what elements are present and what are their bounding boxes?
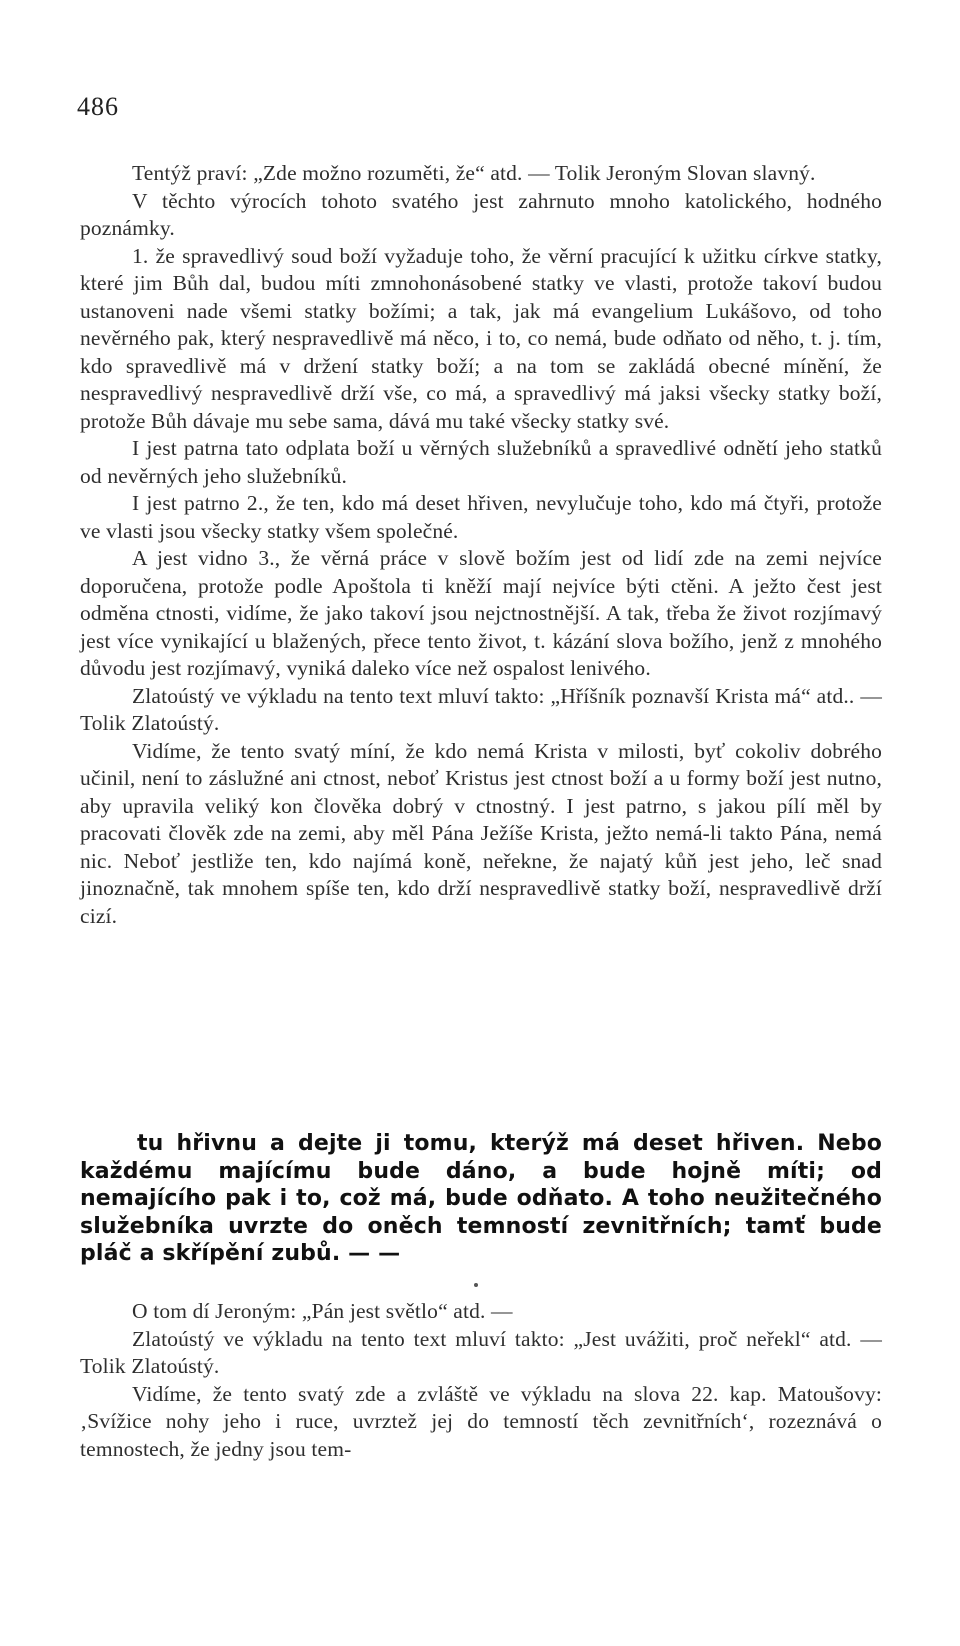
paragraph: Tentýž praví: „Zde možno rozuměti, že“ atd. — Tolik Jeroným Slovan slavný. [132,161,816,185]
paragraph: A jest vidno 3., že věrná práce v slově božím jest od lidí zde na zemi nejvíce doporučena, protože podle Apoštola ti kněží mají nejvíce býti ctěni. A ježto čest jest odměna ctnosti, vidíme, že jako takoví jsou nejctnostnější. A tak, třeba že život rozjímavý jest více vynikající u blažených, přece tento život, t. kázání slova božího, jenž z mnohého důvodu jest rozjímavý, vyniká daleko více než ospalost lenivého. [80,546,882,680]
paragraph: I jest patrno 2., že ten, kdo má deset hřiven, nevylučuje toho, kdo má čtyři, protože ve vlasti jsou všecky statky všem společné. [80,491,882,543]
ink-dot [474,1283,478,1287]
page-number: 486 [77,92,119,121]
paragraph: O tom dí Jeroným: „Pán jest světlo“ atd. — [132,1299,513,1323]
paragraph: 1. že spravedlivý soud boží vyžaduje toho, že věrní pracující k užitku církve statky, které jim Bůh dal, budou míti zmnohonásobené statky ve vlasti, protože takoví budou ustanoveni nade všemi statky božími; a tak, jak má evangelium Lukášovo, od toho nevěrného pak, který nespravedlivě má něco, i to, co nemá, bude odňato od něho, t. j. tím, kdo spravedlivě má v držení statky boží; a na tom se zakládá obecné mínění, že nespravedlivý nespravedlivě drží vše, co má, a spravedlivý má jaksi všecky statky boží, protože Bůh dávaje mu sebe sama, dává mu také všecky statky své. [80,243,882,433]
paragraph: Zlatoústý ve výkladu na tento text mluví takto: „Hříšník poznavší Krista má“ atd.. — Tolik Zlatoústý. [80,683,882,735]
paragraph: Zlatoústý ve výkladu na tento text mluví takto: „Jest uvážiti, proč neřekl“ atd. — Tolik Zlatoústý. [80,1326,882,1378]
paragraph: Vidíme, že tento svatý zde a zvláště ve výkladu na slova 22. kap. Matoušovy: ‚Svížice nohy jeho i ruce, uvrztež jej do temností těch zevnitřních‘, rozeznává o temnostech, že jedny jsou tem- [80,1381,882,1461]
commentary-text [80,1298,882,1463]
paragraph: I jest patrna tato odplata boží u věrných služebníků a spravedlivé odnětí jeho statků od nevěrných jeho služebníků. [80,436,882,488]
scripture-quote [80,1130,882,1268]
scripture-text: tu hřivnu a dejte ji tomu, kterýž má deset hřiven. Nebo každému majícímu bude dáno, a bude hojně míti; od nemajícího pak i to, což má, bude odňato. A toho neužitečného služebníka uvrzte do oněch temností zevnitřních; tamť bude pláč a skřípění zubů. — — [80,1131,882,1267]
paragraph: V těchto výrocích tohoto svatého jest zahrnuto mnoho katolického, hodného poznámky. [80,188,882,240]
paragraph: Vidíme, že tento svatý míní, že kdo nemá Krista v milosti, byť cokoliv dobrého učinil, není to záslužné ani ctnost, neboť Kristus jest ctnost boží a u formy boží jest nutno, aby upravila veliký kon člověka dobrý v ctnostný. I jest patrno, s jakou pílí měl by pracovati člověk zde na zemi, aby měl Pána Ježíše Krista, ježto nemá-li takto Pána, nemá nic. Neboť jestliže ten, kdo najímá koně, neřekne, že najatý kůň jest jeho, leč snad jinoznačně, tak mnohem spíše ten, kdo drží nespravedlivě statky boží, nespravedlivě drží cizí. [80,738,882,928]
body-text [80,160,882,930]
